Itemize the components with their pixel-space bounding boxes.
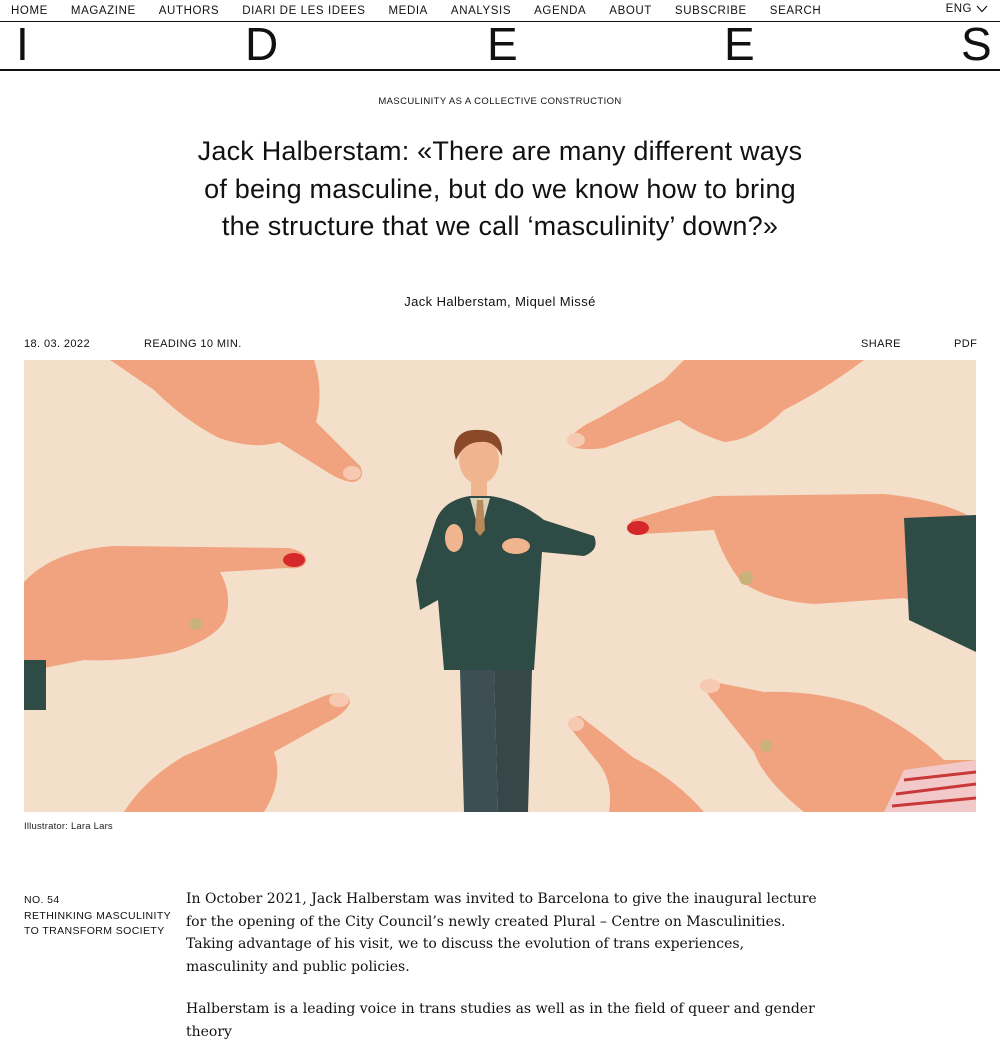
issue-title-line2: TO TRANSFORM SOCIETY [24, 925, 165, 937]
logo-letter-i: I [16, 18, 29, 70]
hero-illustration [24, 360, 976, 812]
logo-letter-d: D [245, 18, 279, 70]
nav-authors[interactable]: AUTHORS [158, 4, 220, 17]
nav-home[interactable]: HOME [11, 4, 48, 17]
logo-letter-s: S [961, 18, 992, 70]
nav-about[interactable]: ABOUT [609, 4, 652, 17]
logo-letter-e2: E [724, 18, 755, 70]
issue-info[interactable] [24, 893, 171, 940]
reading-time: READING 10 MIN. [144, 338, 242, 350]
issue-title-line1: RETHINKING MASCULINITY [24, 909, 172, 922]
language-label: ENG [945, 3, 972, 15]
body-paragraph: In October 2021, Jack Halberstam was invited to Barcelona to give the inaugural lecture for the opening of the City Council’s newly created Plural – Centre on Masculinities. Taking advantage of his visit, we to discuss the evolution of trans experiences, masculinity and public policies. [186, 891, 817, 975]
logo-letter-e1: E [487, 18, 518, 70]
article-kicker: MASCULINITY AS A COLLECTIVE CONSTRUCTION [378, 96, 622, 107]
nav-analysis[interactable]: ANALYSIS [450, 4, 512, 17]
body-paragraph: Halberstam is a leading voice in trans studies as well as in the field of queer and gender theory [186, 1001, 815, 1040]
nav-magazine[interactable]: MAGAZINE [70, 4, 136, 17]
chevron-down-icon [976, 5, 988, 13]
image-caption: Illustrator: Lara Lars [24, 821, 113, 832]
article-title: Jack Halberstam: «There are many different ways of being masculine, but do we know how to bring the structure that we call ‘masculinity’ down?» [197, 136, 803, 241]
nav-subscribe[interactable]: SUBSCRIBE [674, 4, 747, 17]
nav-media[interactable]: MEDIA [388, 4, 428, 17]
collage-image [24, 360, 976, 812]
issue-number: NO. 54 [24, 894, 60, 906]
site-logo[interactable] [0, 18, 1000, 71]
article-body [186, 888, 818, 1063]
article-date: 18. 03. 2022 [24, 338, 90, 350]
nav-agenda[interactable]: AGENDA [534, 4, 587, 17]
nav-search[interactable]: SEARCH [769, 4, 822, 17]
article-authors[interactable]: Jack Halberstam, Miquel Missé [404, 294, 596, 309]
nav-diari[interactable]: DIARI DE LES IDEES [242, 4, 366, 17]
pdf-button[interactable]: PDF [954, 338, 978, 350]
language-selector[interactable] [946, 3, 988, 15]
share-button[interactable]: SHARE [861, 338, 901, 350]
